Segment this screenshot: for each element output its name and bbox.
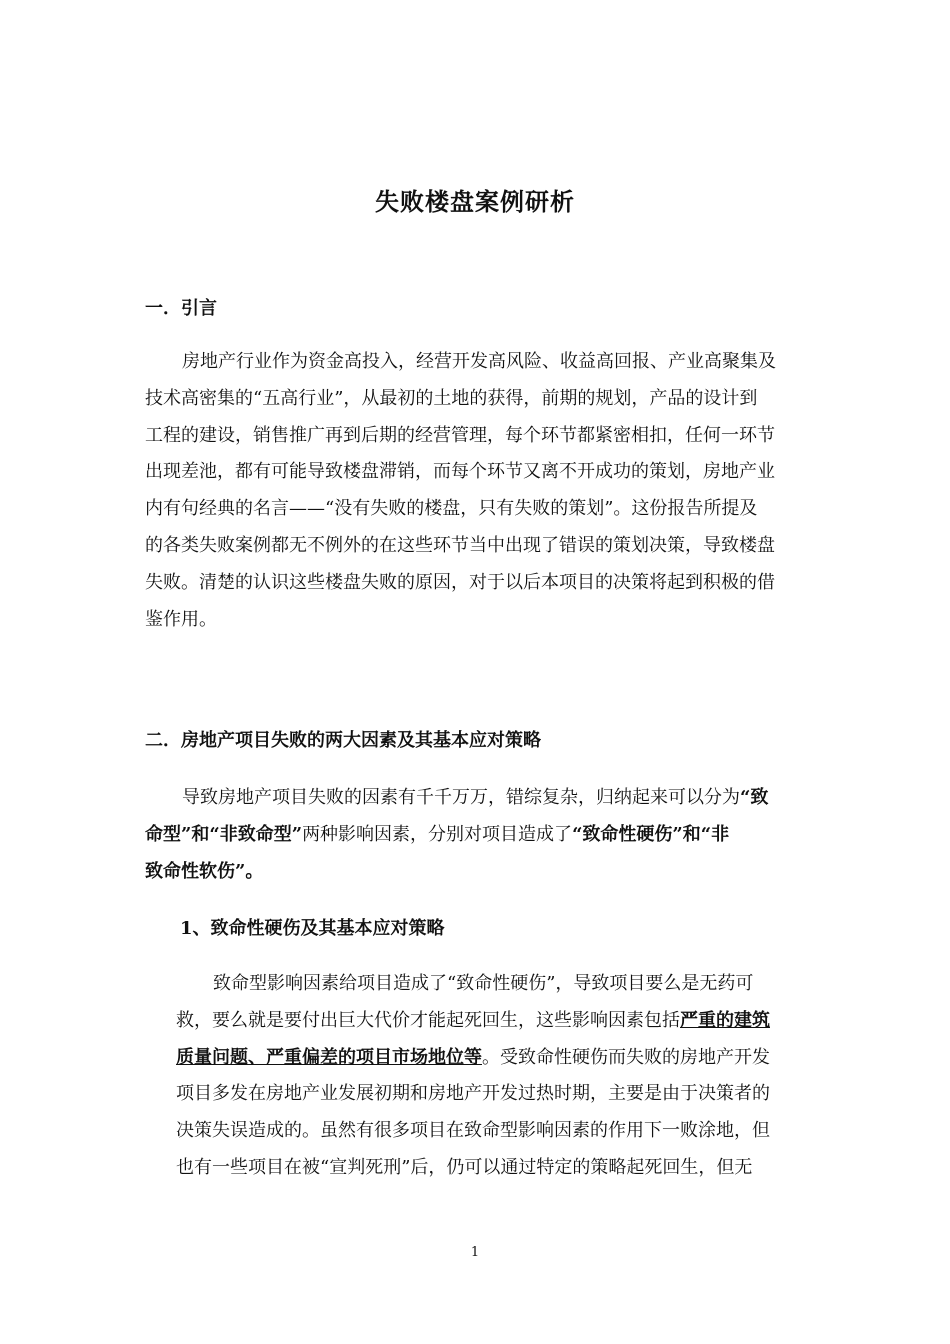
section-1-paragraph: [145, 344, 807, 638]
paragraph-text: 两种影响因素，分别对项目造成了: [302, 823, 573, 845]
paragraph-line: 项目多发在房地产业发展初期和房地产开发过热时期，主要是由于决策者的: [176, 1083, 770, 1105]
paragraph-line: 房地产行业作为资金高投入，经营开发高风险、收益高回报、产业高聚集及: [182, 351, 776, 372]
paragraph-line: [145, 780, 807, 817]
document-title: 失败楼盘案例研析: [375, 187, 575, 216]
subsection-1-paragraph: [176, 966, 807, 1187]
paragraph-line: 鉴作用。: [145, 608, 217, 630]
section-1-heading: 一．引言: [145, 298, 217, 319]
paragraph-line: 失败。清楚的认识这些楼盘失败的原因，对于以后本项目的决策将起到积极的借: [145, 571, 775, 593]
subsection-1-heading: 1、致命性硬伤及其基本应对策略: [180, 918, 445, 939]
paragraph-line: 出现差池，都有可能导致楼盘滞销，而每个环节又离不开成功的策划，房地产业: [145, 461, 775, 483]
paragraph-text: 。受致命性硬伤而失败的房地产开发: [482, 1046, 770, 1068]
paragraph-line: 致命型影响因素给项目造成了“致命性硬伤”，导致项目要么是无药可: [213, 973, 754, 994]
bold-text: “致: [740, 787, 769, 808]
paragraph-line: [176, 1040, 807, 1077]
paragraph-line: 决策失误造成的。虽然有很多项目在致命型影响因素的作用下一败涂地，但: [176, 1120, 770, 1142]
bold-text: 命型”和“非致命型”: [145, 823, 303, 845]
paragraph-text: 导致房地产项目失败的因素有千千万万，错综复杂，归纳起来可以分为: [182, 787, 740, 808]
paragraph-line: 也有一些项目在被“宣判死刑”后，仍可以通过特定的策略起死回生，但无: [176, 1156, 753, 1178]
paragraph-line: 技术高密集的“五高行业”，从最初的土地的获得，前期的规划，产品的设计到: [145, 387, 758, 409]
section-2-heading: 二．房地产项目失败的两大因素及其基本应对策略: [145, 730, 541, 751]
underlined-bold-text: 质量问题、严重偏差的项目市场地位等: [176, 1046, 482, 1068]
paragraph-text: 救，要么就是要付出巨大代价才能起死回生，这些影响因素包括: [176, 1009, 680, 1031]
paragraph-line: 致命性软伤”。: [145, 860, 264, 882]
paragraph-line: [145, 817, 807, 854]
paragraph-line: [176, 1003, 807, 1040]
paragraph-line: 的各类失败案例都无不例外的在这些环节当中出现了错误的策划决策，导致楼盘: [145, 534, 775, 556]
section-2-paragraph: [145, 780, 807, 890]
underlined-bold-text: 严重的建筑: [680, 1009, 770, 1031]
page-number: 1: [470, 1245, 480, 1260]
bold-text: “致命性硬伤”和“非: [572, 823, 730, 845]
paragraph-line: 工程的建设，销售推广再到后期的经营管理，每个环节都紧密相扣，任何一环节: [145, 424, 775, 446]
paragraph-line: 内有句经典的名言——“没有失败的楼盘，只有失败的策划”。这份报告所提及: [145, 498, 758, 520]
